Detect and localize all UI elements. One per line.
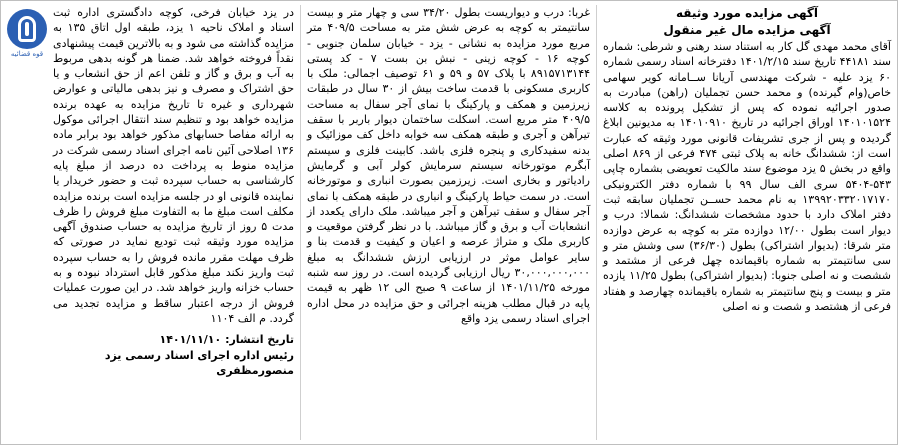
judiciary-logo: [5, 9, 49, 65]
publish-date: تاریخ انتشار: ۱۴۰۱/۱۱/۱۰: [159, 333, 294, 347]
notice-body-part2: غربا: درب و دیواریست بطول ۳۴/۲۰ سی و چهار متر و بیست سانتیمتر به کوچه به عرض شش متر به مساحت ۴۰۹/۵ متر مربع مورد مزایده به نشانی - یزد - خیابان سلمان جنوبی - کوچه ۱۶ - کوچه زینی - نبش بن بست ۷ - کد پستی ۸۹۱۵۷۱۳۱۴۴ با پلاک ۵۷ و ۵۹ و ۶۱ توصیف اجمالی: ملک با کاربری مسکونی با قدمت ساخت بیش از ۳۰ سال در طبقات زیرزمین و همکف و پارکینگ با نمای آجر سفال به مساحت ۴۰۹/۵ متر مربع است. اسکلت ساختمان دیوار باربر با سقف تیرآهن و آجری و طبقه همکف سه خوابه داخل کف موزائیک و بدنه سفیدکاری و پنجره فلزی باشد. کابینت فلزی و سیستم آبگرم موتورخانه سیستم سرمایش کولر آبی و گرمایش رادیاتور و بخاری است. زیرزمین بصورت انباری و موتورخانه است. در سمت حیاط پارکینگ و انباری در طبقه همکف با نمای آجر سفال و سقف تیرآهن و آجر میباشد. ملک دارای یکعدد از انشعابات آب و برق و گاز میباشد. با در نظر گرفتن موقعیت و کاربری ملک و متراژ عرصه و اعیان و کیفیت و قدمت بنا و سایر عوامل موثر در ارزیابی ارزش ششدانگ به مبلغ ۳۰,۰۰۰,۰۰۰,۰۰۰ ریال ارزیابی گردیده است. در روز سه شنبه مورخه ۱۴۰۱/۱۱/۲۵ از ساعت ۹ صبح الی ۱۲ ظهر به قیمت پایه در قبال مطلب هزینه اجرائی و حق مزایده در محل اداره اجرای اسناد رسمی یزد واقع: [307, 6, 591, 325]
logo-caption: قوه قضائیه: [10, 50, 44, 58]
notice-title: آگهی مزایده مورد وثیقه: [675, 6, 818, 20]
notice-column-left: [0, 5, 301, 440]
notice-subtitle: آگهی مزایده مال غیر منقول: [663, 23, 831, 37]
notice-column-middle: [301, 5, 597, 440]
signature-block: [5, 332, 294, 378]
judiciary-emblem-icon: [7, 9, 47, 49]
signature-title: رئیس اداره اجرای اسناد رسمی یزد: [104, 348, 294, 362]
notice-column-right: [597, 5, 897, 440]
notice-body-part3: در یزد خیابان فرخی، کوچه دادگستری اداره ثبت اسناد و املاک ناحیه ۱ یزد، طبقه اول اتاق ۱۳۵ به مزایده گذاشته می شود و به بالاترین قیمت پیشنهادی نقداً فروخته خواهد شد. ضمنا هر گونه بدهی مربوط به آب و برق و گاز و تلفن اعم از حق انشعاب و یا حق اشتراک و مصرف و نیز بدهی مالیاتی و عوارض شهرداری و غیره تا تاریخ مزایده به عهده برنده مزایده خواهد بود و تنظیم سند انتقال اجرائی موکول به ارائه مفاصا حسابهای مذکور خواهد بود برابر ماده ۱۳۶ اصلاحی آئین نامه اجرای اسناد رسمی شرکت در مزایده منوط به پرداخت ده درصد از مبلغ پایه کارشناسی به حساب سپرده ثبت و حضور خریدار یا نماینده قانونی او در جلسه مزایده است برنده مزایده مکلف است مبلغ ما به التفاوت مبلغ فروش را ظرف مدت ۵ روز از تاریخ مزایده به حساب صندوق آگهی مزایده مورد وثیقه ثبت تودیع نماید در صورتی که ظرف مهلت مقرر مانده فروش را به حساب سپرده ثبت واریز نکند مبلغ مذکور قابل استرداد نبوده و به حساب خزانه واریز خواهد شد. در این صورت عملیات فروش از درجه اعتبار ساقط و مزایده تجدید می گردد. م الف ۱۱۰۴: [53, 6, 294, 325]
notice-body-part1: آقای محمد مهدی گل کار به استناد سند رهنی و شرطی: شماره سند ۴۴۱۸۱ تاریخ سند ۱۴۰۱/۲/۱۵ دفترخانه اسناد رسمی شماره ۶۰ یزد علیه - شرکت مهندسی آریانا ســامانه کویر سهامی خاص(وام گیرنده) و محمد حسن تجملیان (راهن) مبادرت به صدور اجرائیه نموده که پس از تشکیل پرونده به کلاسه ۱۴۰۱۰۱۵۲۴ اوراق اجرائیه در تاریخ ۱۴۰۱۰۹۱۰ به مدیونین ابلاغ گردیده و پس از جری تشریفات قانونی مورد وثیقه که عبارت است از: ششدانگ خانه به پلاک ثبتی ۴۷۴ فرعی از ۸۶۹ اصلی واقع در بخش ۵ یزد موضوع سند مالکیت تعویضی بشماره چاپی ۵۴۳-۵۴۰۴ سری الف سال ۹۹ با شماره دفتر الکترونیکی ۱۳۹۹۲۰۳۳۲۰۱۷۱۷۰ به نام محمد حســن تجملیان سابقه ثبت دفتر املاک دارد با حدود مشخصات ششدانگ: شمالا: درب و دیوار است بطول ۱۲/۰۰ دوازده متر به کوچه به عرض دوازده متر شرقا: (بدیوار اشتراکی) بطول (۳۶/۳۰) سی وشش متر و سی سانتیمتر به شماره باقیمانده چهل فرعی از مشتمد و ششصت و نه اصلی جنوبا: (بدیوار اشتراکی) بطول ۱۱/۲۵ یازده متر و بیست و پنج سانتیمتر به شماره باقیمانده چهارصد و هفتاد فرعی از هشتصد و شصت و نه اصلی: [603, 40, 892, 314]
signature-name: منصورمظفری: [216, 363, 294, 377]
